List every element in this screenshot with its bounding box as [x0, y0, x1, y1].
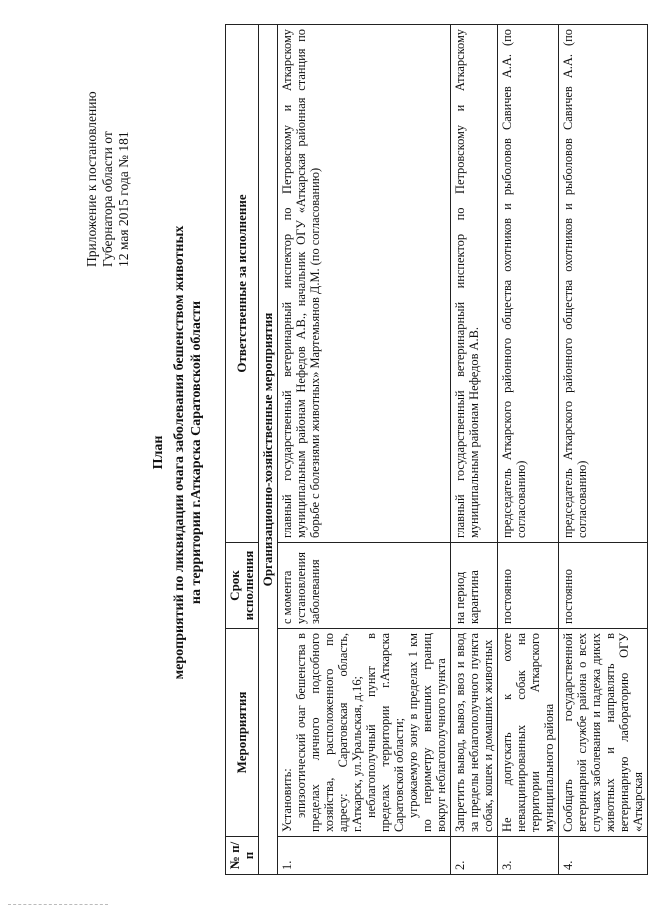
table-row	[559, 25, 648, 875]
row-term: постоянно	[559, 543, 648, 629]
plan-table	[225, 24, 648, 875]
table-row	[498, 25, 559, 875]
row-number: 2.	[451, 837, 498, 875]
row-measure: Сообщать государственной ветеринарной службе района о всех случаях заболевания и падежа диких животных и направлять в ветеринарную лабораторию ОГУ «Аткарская	[559, 629, 648, 837]
row-term: постоянно	[498, 543, 559, 629]
measure-paragraph: эпизоотический очаг бешенства в пределах личного подсобного хозяйства, расположенного по адресу: Саратовская область, г.Аткарск, ул.Уральская, д.16;	[294, 633, 364, 832]
header-measures: Мероприятия	[226, 629, 259, 837]
row-responsible: главный государственный ветеринарный инспектор по Петровскому и Аткарскому муниципальным районам Нефедов А.В.	[451, 25, 498, 543]
row-number: 3.	[498, 837, 559, 875]
approval-line-2: Губернатора области от	[100, 131, 115, 267]
approval-stamp	[84, 57, 132, 267]
measure-paragraph: неблагополучный пункт в пределах территории г.Аткарска Саратовской области;	[364, 633, 406, 832]
header-term: Срок исполнения	[226, 543, 259, 629]
measure-paragraph: Установить:	[280, 768, 294, 832]
approval-line-3: 12 мая 2015 года № 181	[116, 131, 131, 267]
approval-line-1: Приложение к постановлению	[84, 91, 99, 267]
row-measure: Запретить вывод, вывоз, ввоз и ввод за пределы неблагополучного пункта собак, кошек и домашних животных	[451, 629, 498, 837]
row-term: с момента установления заболевания	[278, 543, 451, 629]
plan-title-line-1: мероприятий по ликвидации очага заболевания бешенством животных	[172, 225, 187, 680]
table-row	[278, 25, 451, 875]
row-responsible: председатель Аткарского районного общества охотников и рыболовов Савичев А.А. (по согласованию)	[498, 25, 559, 543]
table-header-row	[226, 25, 259, 875]
header-responsible: Ответственные за исполнение	[226, 25, 259, 543]
measure-paragraph: угрожаемую зону в пределах 1 км по периметру внешних границ вокруг неблагополучного пункта	[406, 633, 448, 832]
row-number: 4.	[559, 837, 648, 875]
row-term: на период карантина	[451, 543, 498, 629]
row-responsible: председатель Аткарского районного общества охотников и рыболовов Савичев А.А. (по согласованию)	[559, 25, 648, 543]
row-measure	[278, 629, 451, 837]
plan-title-line-2: на территории г.Аткарска Саратовской области	[189, 300, 204, 605]
row-number: 1.	[278, 837, 451, 875]
row-measure: Не допускать к охоте невакцинированных собак на территории Аткарского муниципального района	[498, 629, 559, 837]
table-row	[451, 25, 498, 875]
row-responsible: главный государственный ветеринарный инспектор по Петровскому и Аткарскому муниципальным районам Нефедов А.В., начальник ОГУ «Аткарская районная станция по борьбе с болезнями животных» Мартемьянов Д.М. (по согласованию)	[278, 25, 451, 543]
section-row	[259, 25, 278, 875]
header-number: № п/п	[226, 837, 259, 875]
plan-heading: План	[151, 435, 166, 470]
section-title: Организационно-хозяйственные мероприятия	[259, 25, 278, 875]
